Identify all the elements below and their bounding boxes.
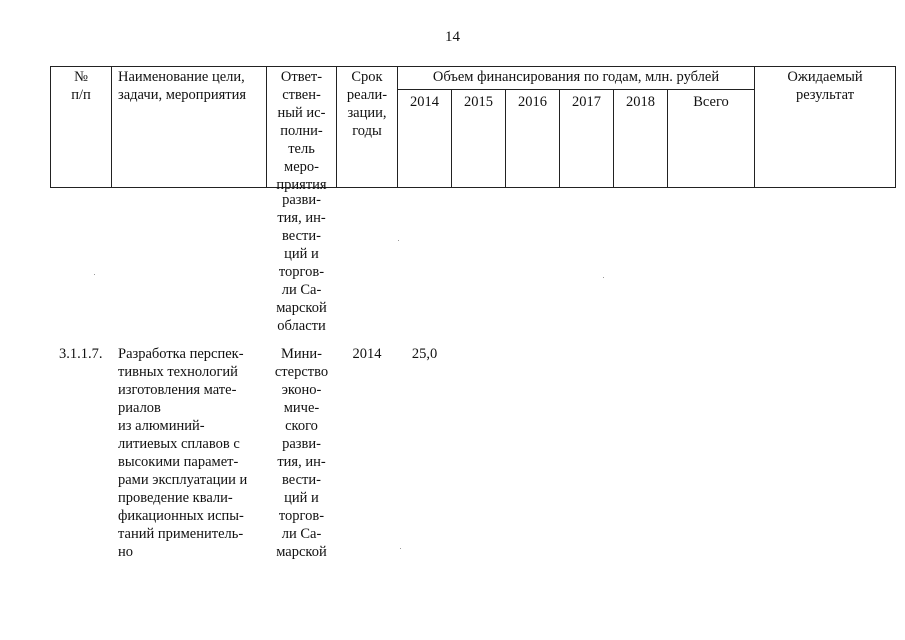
header-responsible: Ответ- ствен- ный ис- полни- тель меро- приятия	[276, 69, 327, 193]
row-name: Разработка перспек- тивных технологий изготовления мате- риалов из алюминий- литиевых сплавов с высокими парамет- рами эксплуатации и проведение квали- фикационных испы- таний применитель- но	[118, 346, 248, 560]
scan-speck	[400, 548, 401, 549]
header-year-2014: 2014	[410, 94, 439, 110]
header-term: Срок реали- зации, годы	[346, 69, 388, 139]
header-name: Наименование цели, задачи, мероприятия	[118, 69, 247, 103]
scan-speck	[94, 274, 95, 275]
continuation-responsible: разви- тия, ин- вести- ций и торгов- ли Са- марской области	[276, 192, 327, 334]
header-year-2015: 2015	[464, 94, 493, 110]
header-year-2016: 2016	[518, 94, 547, 110]
row-term: 2014	[352, 346, 382, 362]
col-border	[895, 66, 896, 188]
header-year-2017: 2017	[572, 94, 601, 110]
row-number: 3.1.1.7.	[59, 346, 103, 362]
header-bottom-border	[50, 187, 896, 188]
row-value-2014: 25,0	[411, 346, 438, 362]
header-total: Всего	[693, 94, 729, 110]
header-funding: Объем финансирования по годам, млн. рублей	[432, 69, 720, 85]
header-num: № п/п	[71, 69, 91, 103]
row-responsible: Мини- стерство эконо- миче- ского разви- тия, ин- вести- ций и торгов- ли Са- марской	[274, 346, 329, 560]
header-year-2018: 2018	[626, 94, 655, 110]
header-top-border	[50, 66, 896, 67]
page-number: 14	[445, 29, 460, 45]
scan-speck	[603, 277, 604, 278]
header-result: Ожидаемый результат	[787, 69, 863, 103]
scan-speck	[398, 240, 399, 241]
